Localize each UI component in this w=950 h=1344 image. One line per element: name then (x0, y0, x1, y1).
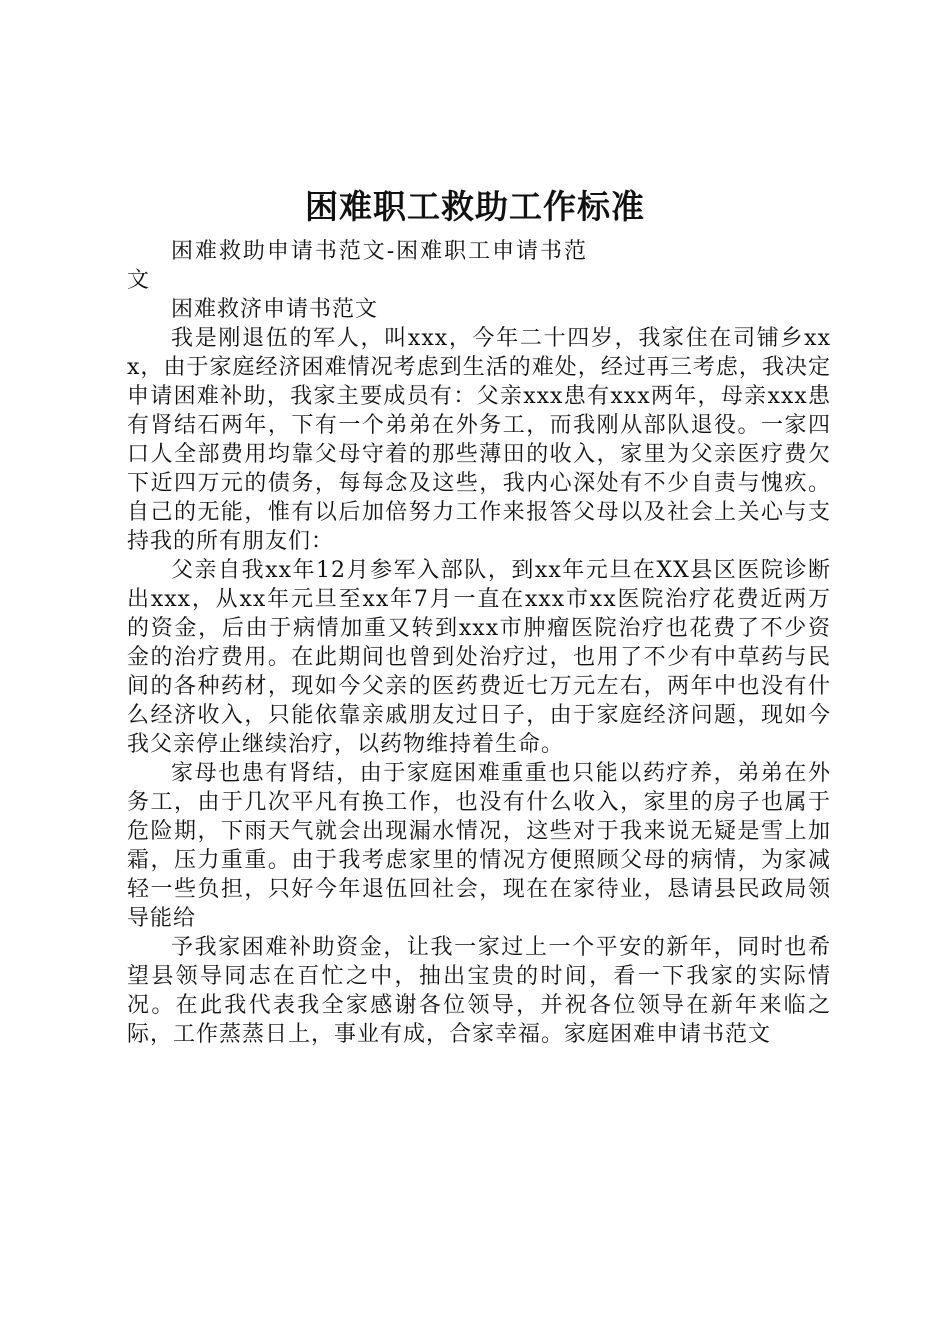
paragraph: 我是刚退伍的军人，叫xxx，今年二十四岁，我家住在司铺乡xxx，由于家庭经济困难情况考虑到生活的难处，经过再三考虑，我决定申请困难补助，我家主要成员有：父亲xxx患有xxx两年，母亲xxx患有肾结石两年，下有一个弟弟在外务工，而我刚从部队退役。一家四口人全部费用均靠父母守着的那些薄田的收入，家里为父亲医疗费欠下近四万元的债务，每每念及这些，我内心深处有不少自责与愧疚。自己的无能，惟有以后加倍努力工作来报答父母以及社会上关心与支持我的所有朋友们： (127, 326, 831, 554)
document-body (127, 237, 831, 1049)
paragraph-heading: 困难救济申请书范文 (171, 297, 379, 322)
paragraph-subtitle: 困难救助申请书范文-困难职工申请书范文 (127, 239, 587, 293)
paragraph: 家母也患有肾结，由于家庭困难重重也只能以药疗养，弟弟在外务工，由于几次平凡有换工作，也没有什么收入，家里的房子也属于危险期，下雨天气就会出现漏水情况，这些对于我来说无疑是雪上加霜，压力重重。由于我考虑家里的情况方便照顾父母的病情，为家减轻一些负担，只好今年退伍回社会，现在在家待业，恳请县民政局领导能给 (127, 761, 831, 931)
document-title: 困难职工救助工作标准 (305, 187, 645, 226)
paragraph: 予我家困难补助资金，让我一家过上一个平安的新年，同时也希望县领导同志在百忙之中，抽出宝贵的时间，看一下我家的实际情况。在此我代表我全家感谢各位领导，并祝各位领导在新年来临之际，工作蒸蒸日上，事业有成，合家幸福。家庭困难申请书范文 (127, 935, 831, 1047)
paragraph: 父亲自我xx年12月参军入部队，到xx年元旦在XX县区医院诊断出xxx，从xx年元旦至xx年7月一直在xxx市xx医院治疗花费近两万的资金，后由于病情加重又转到xxx市肿瘤医院治疗也花费了不少资金的治疗费用。在此期间也曾到处治疗过，也用了不少有中草药与民间的各种药材，现如今父亲的医药费近七万元左右，两年中也没有什么经济收入，只能依靠亲戚朋友过日子，由于家庭经济问题，现如今我父亲停止继续治疗，以药物维持着生命。 (127, 558, 831, 757)
